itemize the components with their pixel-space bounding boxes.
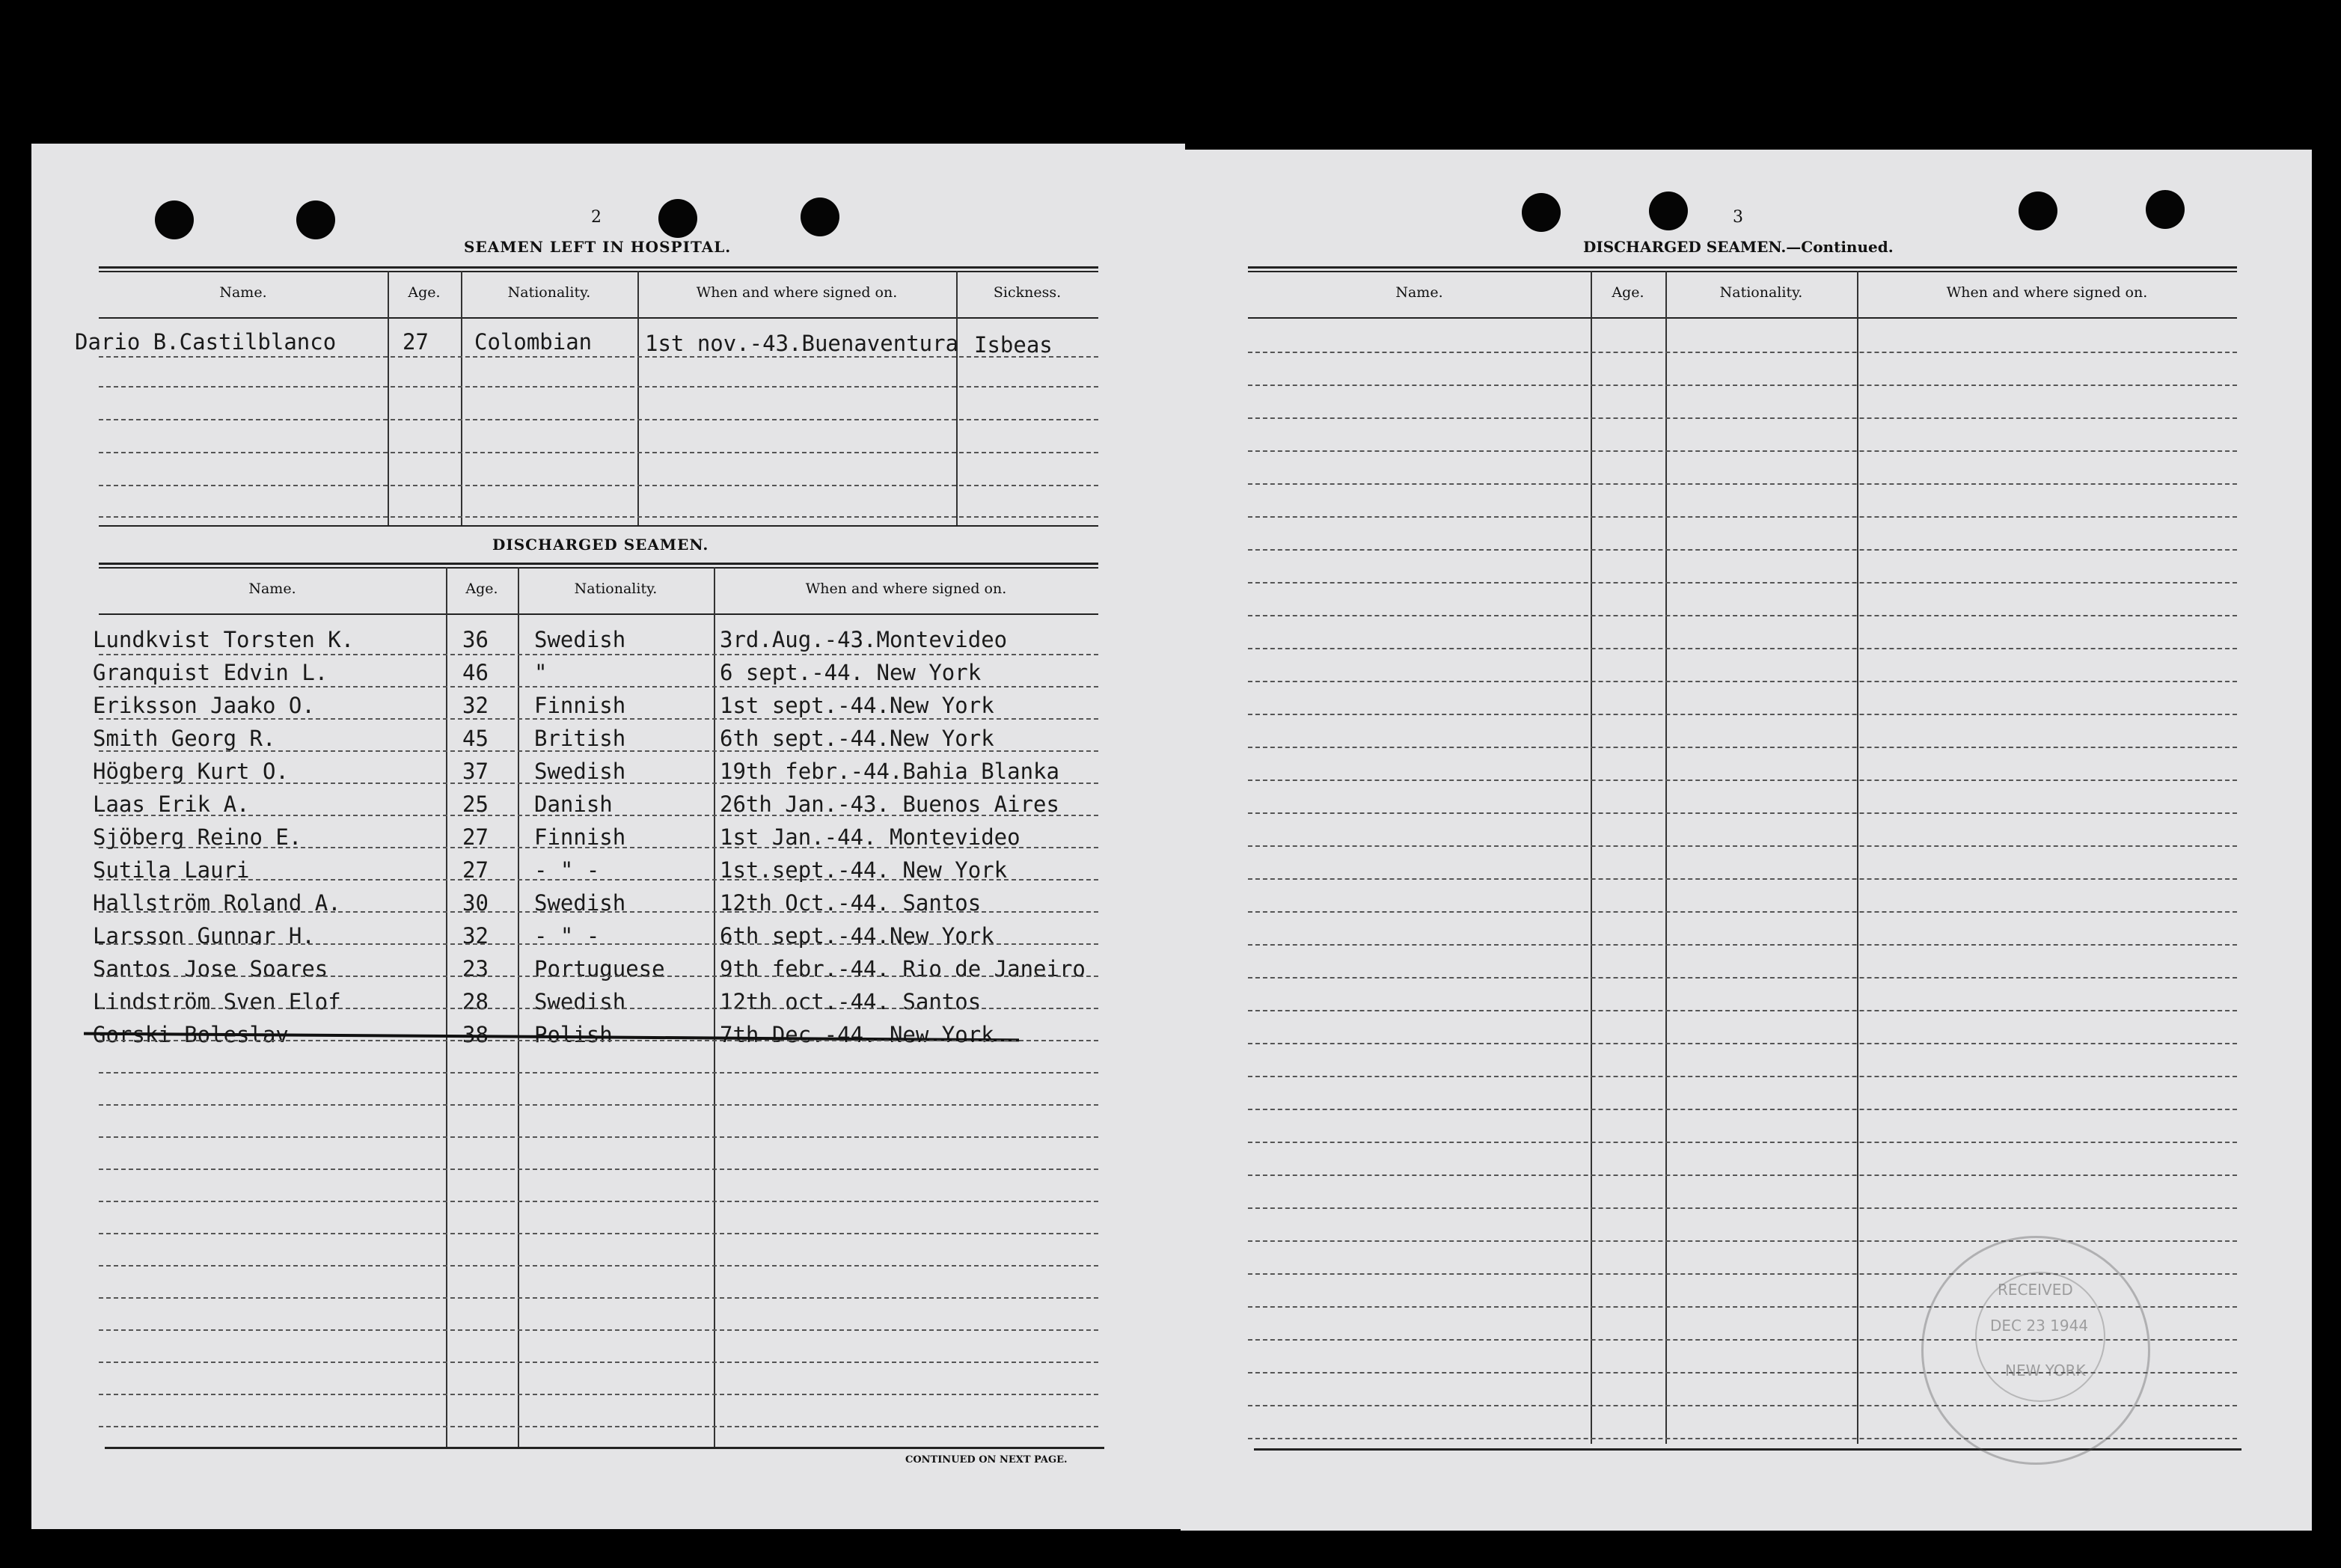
- column-header-age: Age.: [1612, 284, 1644, 301]
- discharged-age-cell: 36: [462, 627, 489, 652]
- hospital-nationality-cell: Colombian: [474, 329, 593, 355]
- column-header-age: Age.: [408, 284, 441, 301]
- column-divider: [637, 271, 639, 525]
- column-header-signed-on: When and where signed on.: [1946, 284, 2148, 301]
- column-header-nationality: Nationality.: [574, 581, 658, 597]
- ruled-line: [1248, 1175, 2237, 1176]
- hospital-age-cell: 27: [403, 329, 429, 355]
- ruled-line: [99, 1329, 1098, 1331]
- ruled-line: [1248, 812, 2237, 814]
- discharged-nationality-cell: Portuguese: [534, 956, 665, 981]
- punch-hole: [658, 199, 697, 238]
- hospital-signed-on-cell: 1st nov.-43.Buenaventura: [645, 331, 959, 356]
- ruled-line: [99, 1136, 1098, 1138]
- discharged-signed-on-cell: 26th Jan.-43. Buenos Aires: [720, 791, 1059, 817]
- column-divider: [1665, 271, 1667, 1444]
- ruled-line: [1248, 385, 2237, 386]
- punch-hole: [1649, 192, 1688, 230]
- column-header-name: Name.: [248, 581, 296, 597]
- discharged-signed-on-cell: 12th oct.-44. Santos: [720, 989, 982, 1014]
- table-rule: [99, 613, 1098, 615]
- table-rule: [99, 317, 1098, 319]
- discharged-age-cell: 30: [462, 890, 489, 916]
- punch-hole: [2146, 190, 2185, 229]
- ruled-line: [99, 1104, 1098, 1106]
- table-rule: [1248, 271, 2237, 272]
- ruled-line: [1248, 1076, 2237, 1077]
- column-header-nationality: Nationality.: [1719, 284, 1803, 301]
- column-divider: [1857, 271, 1858, 1444]
- ruled-line: [99, 386, 1098, 388]
- discharged-name-cell: Sjöberg Reino E.: [93, 824, 302, 850]
- ruled-line: [99, 452, 1098, 453]
- stamp-text: DEC 23 1944: [1990, 1317, 2089, 1335]
- ruled-line: [99, 1297, 1098, 1299]
- ruled-line: [1248, 681, 2237, 682]
- punch-hole: [1522, 193, 1561, 232]
- hospital-name-cell: Dario B.Castilblanco: [75, 329, 337, 355]
- ruled-line: [99, 911, 1098, 913]
- discharged-signed-on-cell: 6 sept.-44. New York: [720, 660, 982, 685]
- discharged-nationality-cell: Swedish: [534, 627, 626, 652]
- discharged-name-cell: Granquist Edvin L.: [93, 660, 328, 685]
- discharged-age-cell: 46: [462, 660, 489, 685]
- hospital-sickness-cell: Isbeas: [974, 332, 1053, 358]
- ruled-line: [99, 1201, 1098, 1202]
- ruled-line: [99, 1233, 1098, 1234]
- column-divider: [388, 271, 389, 525]
- discharged-age-cell: 27: [462, 824, 489, 850]
- column-divider: [446, 567, 447, 1447]
- column-divider: [714, 567, 715, 1447]
- punch-hole: [801, 197, 839, 236]
- discharged-nationality-cell: Danish: [534, 791, 613, 817]
- column-header-signed-on: When and where signed on.: [696, 284, 898, 301]
- discharged-signed-on-cell: 6th sept.-44.New York: [720, 923, 994, 949]
- ruled-line: [1248, 615, 2237, 616]
- column-header-sickness: Sickness.: [993, 284, 1062, 301]
- discharged-age-cell: 28: [462, 989, 489, 1014]
- ruled-line: [1248, 780, 2237, 781]
- discharged-name-cell: Lundkvist Torsten K.: [93, 627, 355, 652]
- discharged-signed-on-cell: 1st sept.-44.New York: [720, 693, 994, 718]
- column-divider: [518, 567, 519, 1447]
- ruled-line: [1248, 450, 2237, 452]
- ruled-line: [99, 356, 1098, 358]
- stamp-text: RECEIVED: [1998, 1281, 2073, 1299]
- table-rule: [99, 266, 1098, 269]
- ruled-line: [99, 879, 1098, 881]
- ruled-line: [99, 1040, 1098, 1041]
- ruled-line: [1248, 1109, 2237, 1110]
- table-rule: [1248, 266, 2237, 269]
- discharged-signed-on-cell: 1st Jan.-44. Montevideo: [720, 824, 1020, 850]
- ruled-line: [1248, 878, 2237, 880]
- discharged-nationality-cell: British: [534, 726, 626, 751]
- ruled-line: [99, 485, 1098, 486]
- discharged-age-cell: 27: [462, 857, 489, 883]
- discharged-age-cell: 25: [462, 791, 489, 817]
- ruled-line: [99, 1394, 1098, 1395]
- table-rule: [99, 271, 1098, 272]
- table-rule: [99, 525, 1098, 527]
- table-rule: [99, 567, 1098, 569]
- ruled-line: [1248, 1240, 2237, 1242]
- ruled-line: [99, 976, 1098, 977]
- hospital-section-title: SEAMEN LEFT IN HOSPITAL.: [464, 238, 732, 256]
- discharged-nationality-cell: Swedish: [534, 989, 626, 1014]
- column-header-signed-on: When and where signed on.: [805, 581, 1007, 597]
- column-divider: [956, 271, 958, 525]
- punch-hole: [296, 200, 335, 239]
- table-rule: [1248, 317, 2237, 319]
- discharged-nationality-cell: Finnish: [534, 693, 626, 718]
- continued-footer: CONTINUED ON NEXT PAGE.: [905, 1454, 1068, 1466]
- discharged-nationality-cell: Swedish: [534, 759, 626, 784]
- ruled-line: [99, 847, 1098, 848]
- discharged-name-cell: Högberg Kurt O.: [93, 759, 289, 784]
- ruled-line: [99, 783, 1098, 784]
- page-number: 3: [1733, 208, 1743, 227]
- discharged-name-cell: Sutila Lauri: [93, 857, 250, 883]
- discharged-name-cell: Hallström Roland A.: [93, 890, 341, 916]
- ruled-line: [1248, 944, 2237, 946]
- discharged-age-cell: 23: [462, 956, 489, 981]
- ruled-line: [99, 1426, 1098, 1427]
- column-header-nationality: Nationality.: [507, 284, 591, 301]
- discharged-age-cell: 45: [462, 726, 489, 751]
- column-divider: [1591, 271, 1592, 1444]
- stamp-text: NEW YORK: [2005, 1362, 2086, 1379]
- discharged-signed-on-cell: 12th Oct.-44. Santos: [720, 890, 982, 916]
- ruled-line: [99, 686, 1098, 687]
- ruled-line: [1248, 582, 2237, 584]
- ruled-line: [1248, 1043, 2237, 1044]
- discharged-name-cell: Smith Georg R.: [93, 726, 276, 751]
- discharged-nationality-cell: - " -: [534, 923, 600, 949]
- table-rule: [105, 1447, 1104, 1449]
- discharged-section-title: DISCHARGED SEAMEN.: [492, 536, 709, 554]
- ruled-line: [99, 943, 1098, 945]
- ruled-line: [99, 815, 1098, 816]
- ruled-line: [1248, 714, 2237, 715]
- ruled-line: [1248, 1207, 2237, 1209]
- discharged-signed-on-cell: 6th sept.-44.New York: [720, 726, 994, 751]
- discharged-age-cell: 38: [462, 1022, 489, 1047]
- discharged-name-cell: Eriksson Jaako O.: [93, 693, 315, 718]
- ruled-line: [1248, 483, 2237, 485]
- column-header-name: Name.: [219, 284, 267, 301]
- ruled-line: [99, 419, 1098, 420]
- discharged-nationality-cell: Finnish: [534, 824, 626, 850]
- discharged-signed-on-cell: 9th febr.-44. Rio de Janeiro: [720, 956, 1086, 981]
- column-header-age: Age.: [465, 581, 498, 597]
- punch-hole: [2019, 192, 2057, 230]
- discharged-signed-on-cell: 1st.sept.-44. New York: [720, 857, 1008, 883]
- discharged-signed-on-cell: 3rd.Aug.-43.Montevideo: [720, 627, 1008, 652]
- ruled-line: [1248, 417, 2237, 419]
- ruled-line: [1248, 516, 2237, 518]
- discharged-signed-on-cell: 7th Dec.-44. New York: [720, 1022, 994, 1047]
- ruled-line: [1248, 1010, 2237, 1011]
- ruled-line: [1248, 911, 2237, 913]
- ruled-line: [99, 516, 1098, 518]
- discharged-nationality-cell: - " -: [534, 857, 600, 883]
- table-rule: [99, 563, 1098, 565]
- discharged-name-cell: Larsson Gunnar H.: [93, 923, 315, 949]
- discharged-nationality-cell: Polish: [534, 1022, 613, 1047]
- discharged-nationality-cell: Swedish: [534, 890, 626, 916]
- continued-section-title: DISCHARGED SEAMEN.—Continued.: [1583, 238, 1894, 256]
- ruled-line: [99, 750, 1098, 752]
- ruled-line: [99, 1169, 1098, 1170]
- ruled-line: [99, 718, 1098, 720]
- ruled-line: [1248, 747, 2237, 748]
- discharged-age-cell: 32: [462, 923, 489, 949]
- column-divider: [461, 271, 462, 525]
- discharged-signed-on-cell: 19th febr.-44.Bahia Blanka: [720, 759, 1059, 784]
- ruled-line: [1248, 352, 2237, 353]
- discharged-name-cell: Laas Erik A.: [93, 791, 250, 817]
- page-number: 2: [591, 208, 602, 227]
- ruled-line: [1248, 648, 2237, 649]
- ruled-line: [1248, 845, 2237, 847]
- discharged-name-cell: Gorski Boleslav: [93, 1022, 289, 1047]
- discharged-age-cell: 37: [462, 759, 489, 784]
- discharged-nationality-cell: ": [534, 660, 548, 685]
- ruled-line: [99, 1362, 1098, 1363]
- ruled-line: [99, 654, 1098, 655]
- ruled-line: [99, 1008, 1098, 1009]
- discharged-age-cell: 32: [462, 693, 489, 718]
- ruled-line: [99, 1072, 1098, 1074]
- column-header-name: Name.: [1395, 284, 1443, 301]
- ruled-line: [1248, 549, 2237, 551]
- ruled-line: [99, 1265, 1098, 1267]
- ruled-line: [1248, 1142, 2237, 1143]
- discharged-name-cell: Lindström Sven Elof: [93, 989, 341, 1014]
- punch-hole: [155, 200, 194, 239]
- ruled-line: [1248, 977, 2237, 979]
- discharged-name-cell: Santos Jose Soares: [93, 956, 328, 981]
